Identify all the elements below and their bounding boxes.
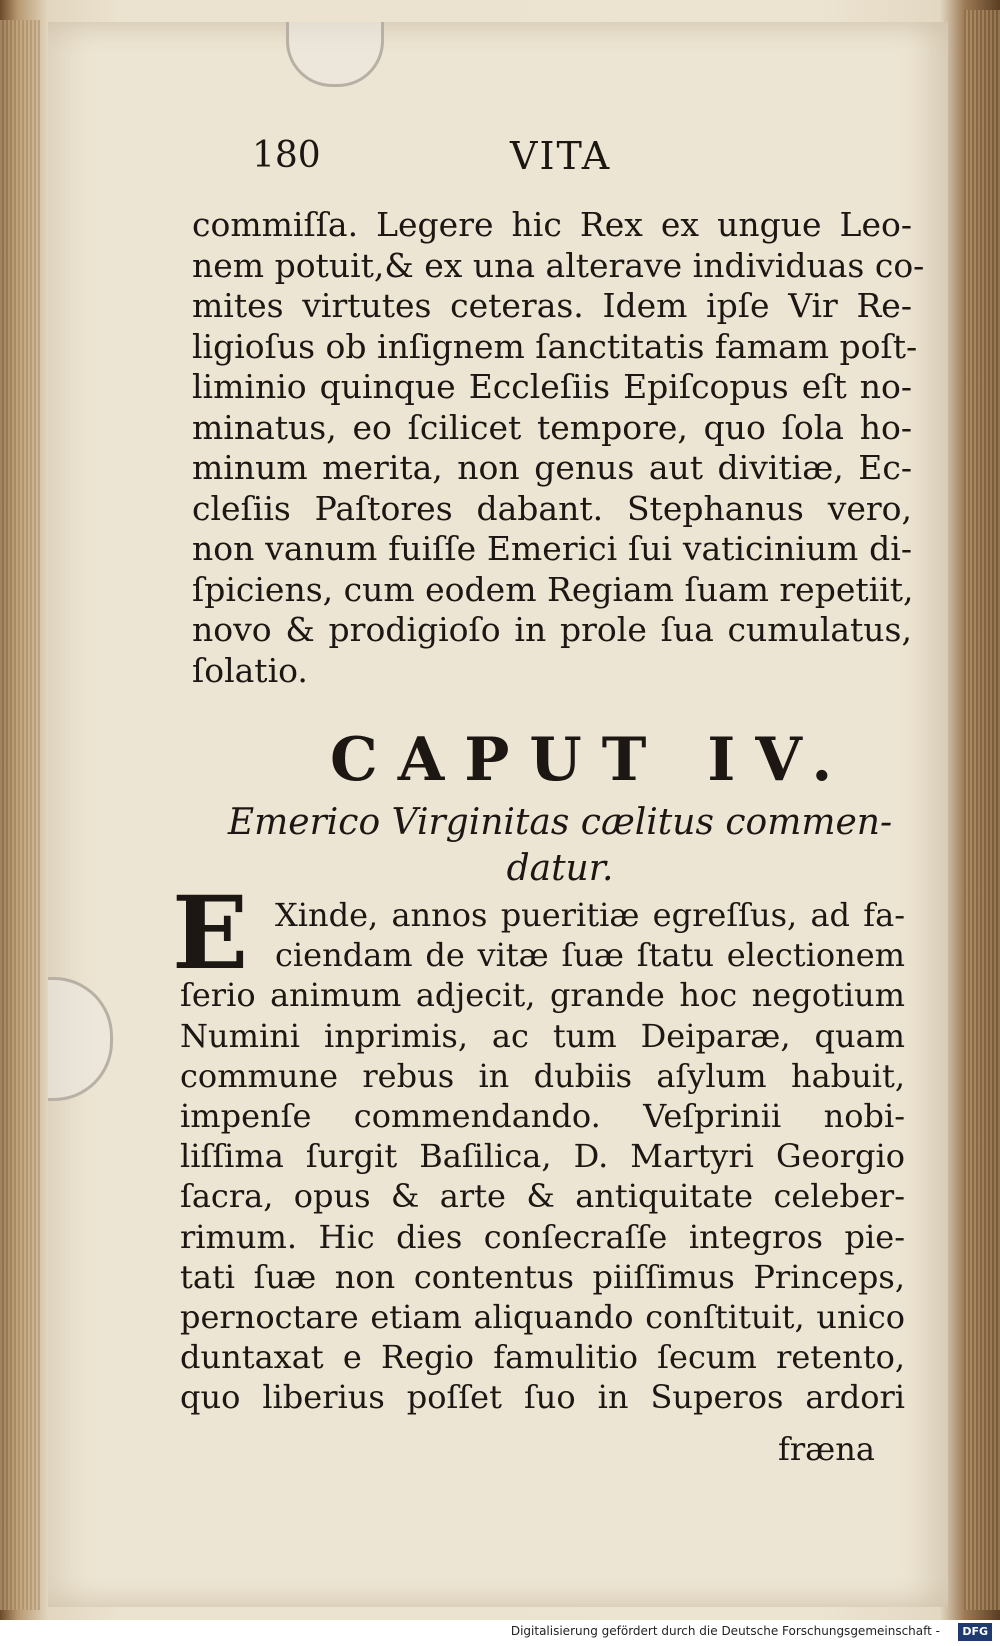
text-line: quo liberius poſſet ſuo in Superos ardori [180, 1378, 905, 1417]
text-line: novo & prodigioſo in prole ſua cumulatus, [192, 610, 912, 649]
text-line: ligioſus ob inſignem ſanctitatis famam poſt- [192, 326, 918, 366]
text-line: ſacra, opus & arte & antiquitate celeber- [180, 1177, 905, 1216]
text-line: impenſe commendando. Veſprinii nobi- [180, 1097, 905, 1136]
body-text [192, 205, 925, 691]
text-line: pernoctare etiam aliquando conſtituit, unico [180, 1298, 905, 1337]
text-line: rimum. Hic dies conſecraſſe integros pie- [180, 1217, 905, 1256]
dfg-logo: DFG [958, 1623, 992, 1641]
text-line: commune rebus in dubiis aſylum habuit, [180, 1056, 905, 1095]
funding-credit: Digitalisierung gefördert durch die Deutsche Forschungsgemeinschaft - [510, 1624, 940, 1638]
text-line: ſerio animum adjecit, grande hoc negotium [180, 976, 905, 1015]
chapter-subtitle: Emerico Virginitas cælitus commen-datur. [227, 802, 893, 889]
running-head: VITA [510, 134, 612, 178]
text-line: cleſiis Paſtores dabant. Stephanus vero, [192, 488, 912, 528]
text-line: mites virtutes ceteras. Idem ipſe Vir Re- [192, 286, 912, 325]
digitization-footer [0, 1620, 1000, 1646]
text-line: non vanum fuiſſe Emerici ſui vaticinium di- [192, 529, 912, 568]
chapter-paragraph [180, 895, 905, 1418]
page-edges-right [964, 10, 1000, 1610]
page-clip-left [48, 977, 113, 1101]
drop-cap: E [172, 874, 249, 992]
text-line: liminio quinque Eccleſiis Epiſcopus eſt no- [192, 367, 912, 406]
text-line: liſſima ſurgit Baſilica, D. Martyri Georgio [180, 1137, 905, 1176]
page-clip-top [286, 22, 384, 87]
text-line: minum merita, non genus aut divitiæ, Ec- [192, 448, 912, 487]
page-edges-left [0, 20, 40, 1610]
text-line: ciendam de vitæ ſuæ ſtatu electionem [275, 936, 905, 975]
text-line: Numini inprimis, ac tum Deiparæ, quam [180, 1016, 905, 1055]
text-line: ſpiciens, cum eodem Regiam ſuam repetiit, [192, 569, 914, 609]
text-line: minatus, eo ſcilicet tempore, quo ſola ho- [192, 407, 912, 447]
text-line: duntaxat e Regio famulitio ſecum retento, [180, 1338, 905, 1377]
text-line: ſolatio. [192, 650, 308, 690]
text-line: tati ſuæ non contentus piiſſimus Princeps, [180, 1257, 905, 1296]
text-line: nem potuit,& ex una alterave individuas co- [192, 245, 925, 285]
catchword: fræna [778, 1430, 875, 1468]
chapter-heading: CAPUT IV. [330, 725, 853, 795]
text-line: commiſſa. Legere hic Rex ex ungue Leo- [192, 205, 912, 244]
page-number: 180 [252, 135, 321, 176]
text-line: Xinde, annos pueritiæ egreſſus, ad fa- [275, 896, 905, 934]
